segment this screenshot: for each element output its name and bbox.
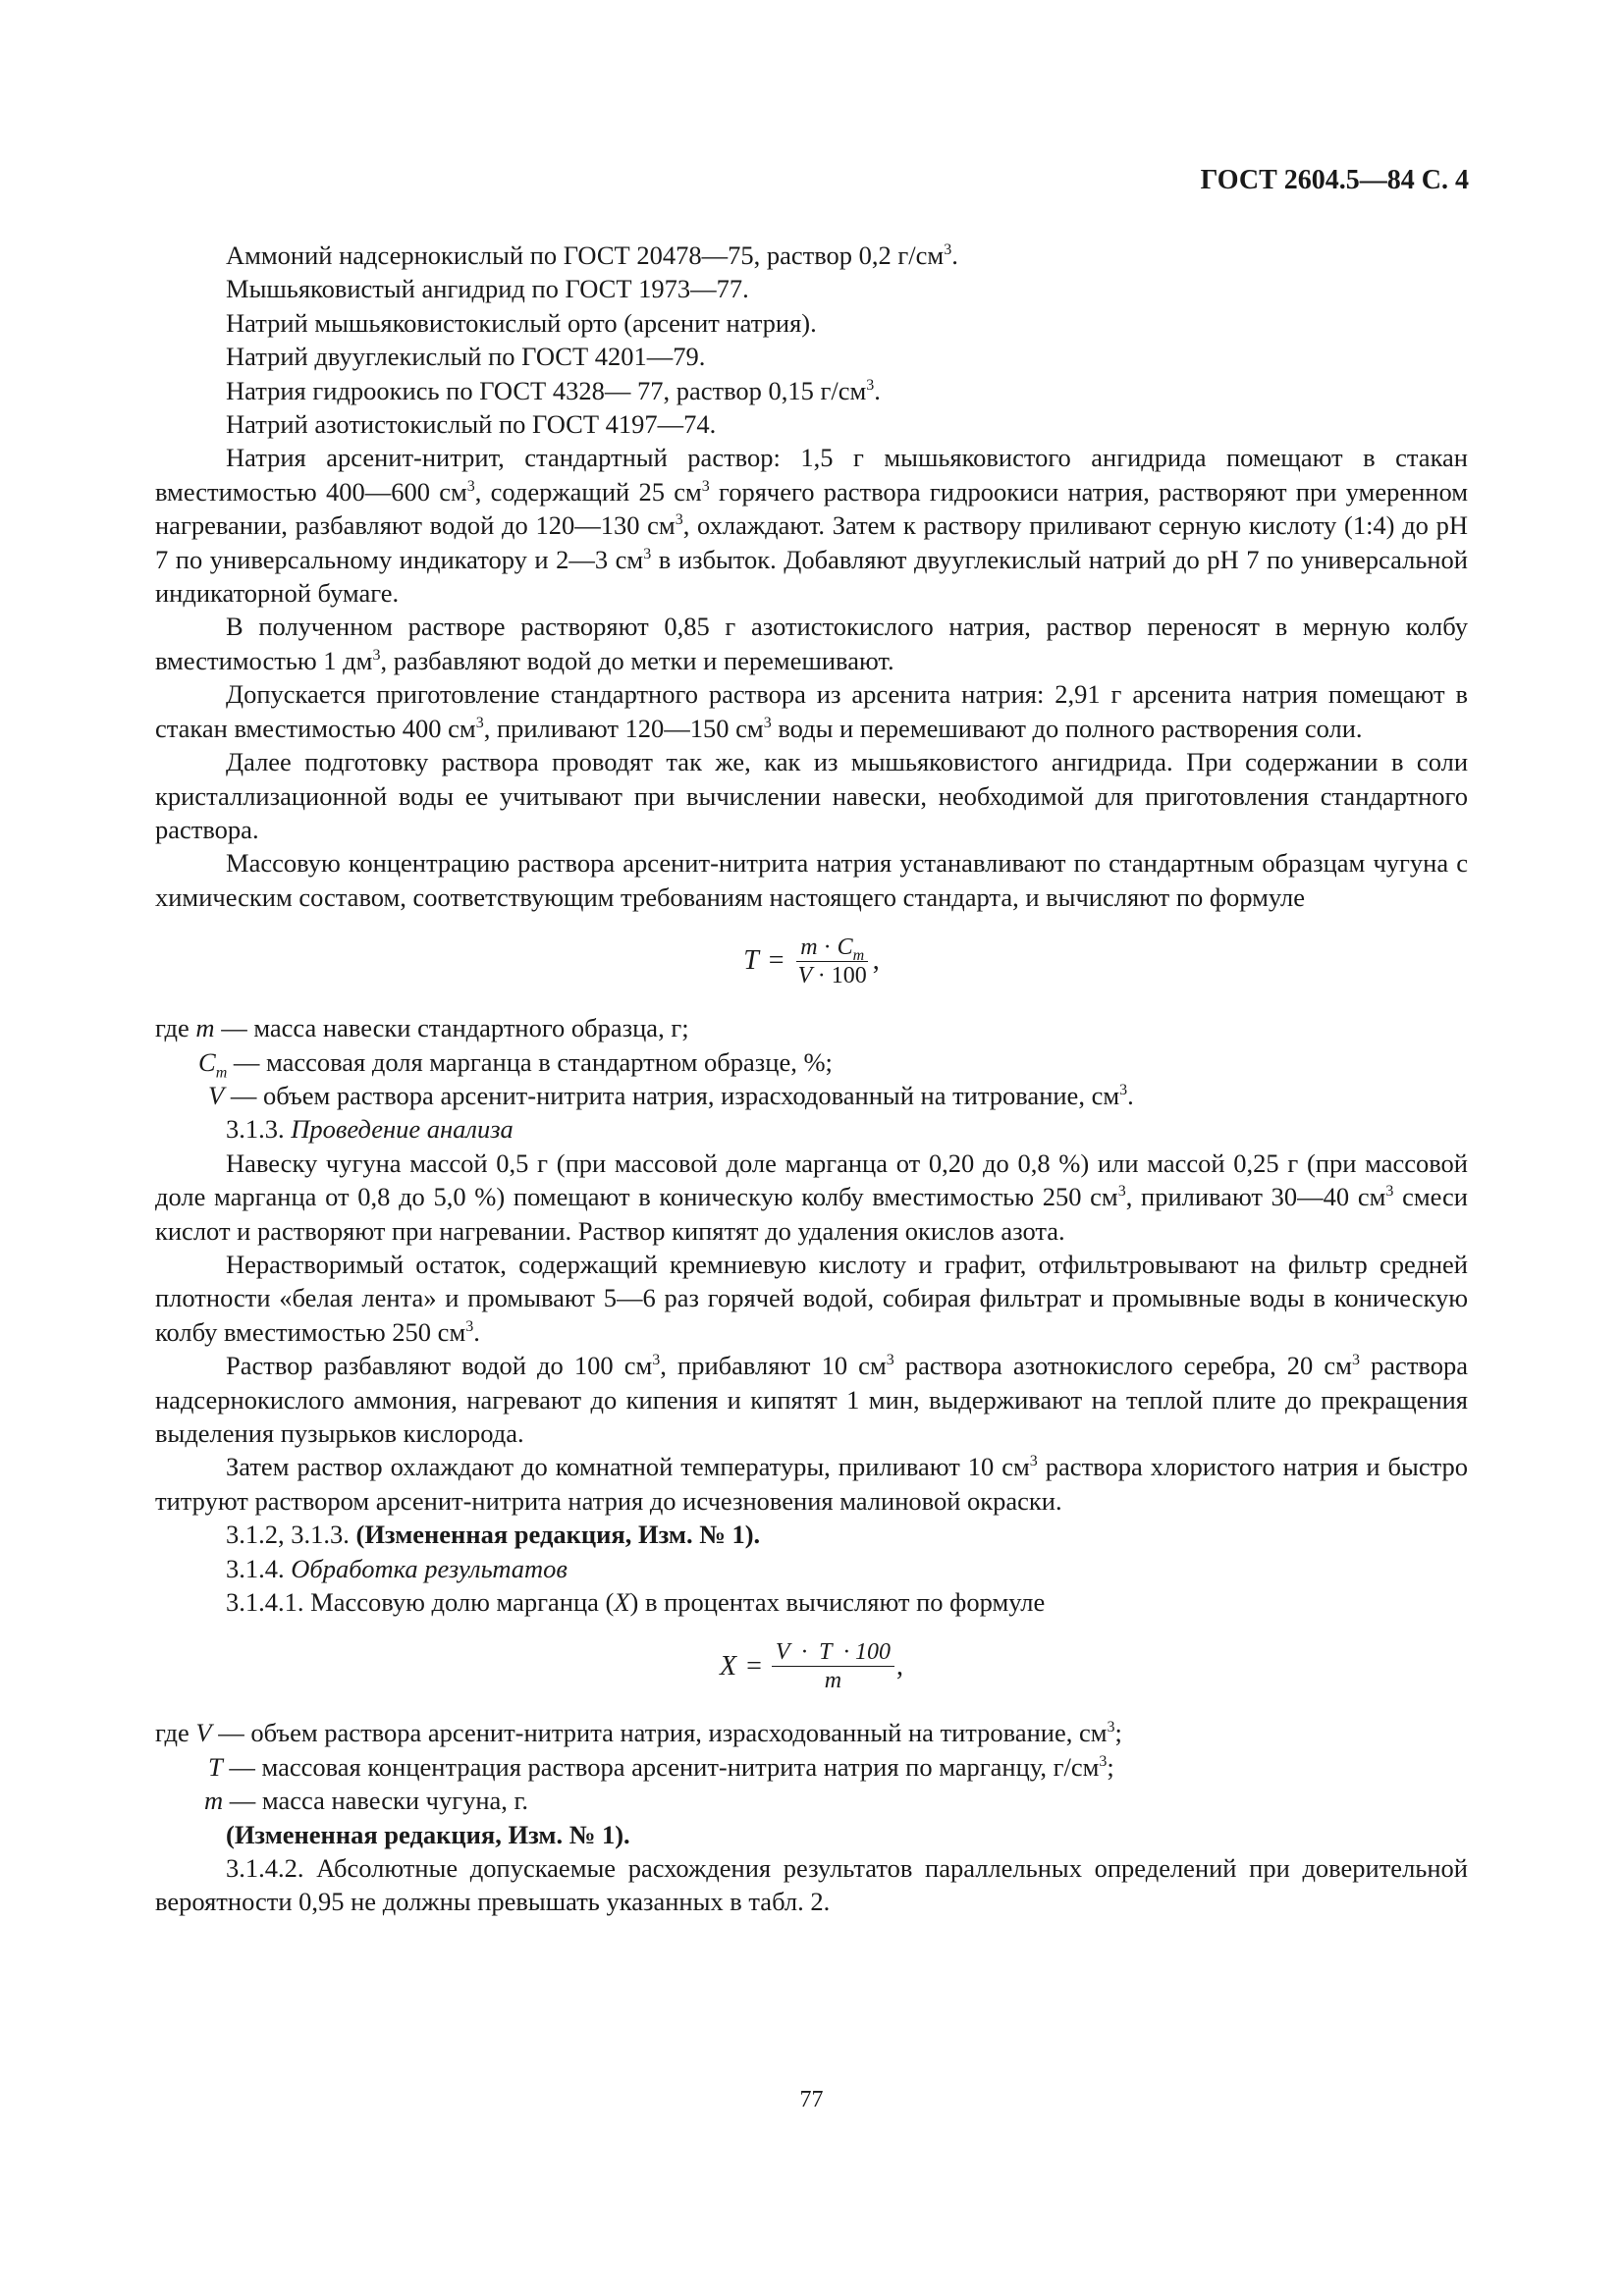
dissolution-paragraph: В полученном растворе растворяют 0,85 г азотистокислого натрия, раствор переносят в мерную колбу вместимостью 1 $дм^3$, разбавляют водой до метки и перемешивают.	[155, 612, 1468, 675]
dilution-paragraph: Раствор разбавляют водой до 100 $см^3$, прибавляют 10 $см^3$ раствора азотнокислого серебра, 20 $см^3$ раствора надсернокислого аммония, нагревают до кипения и кипятят 1 мин, выдерживают на теплой плите до прекращения выделения пузырьков кислорода.	[155, 1351, 1468, 1448]
further-preparation-paragraph: Далее подготовку раствора проводят так же, как из мышьяковистого ангидрида. При содержании в соли кристаллизационной воды ее учитывают при вычислении навески, необходимой для приготовления стандартного раствора.	[155, 747, 1468, 844]
reagent-line: Натрия гидроокись по ГОСТ 4328— 77, раствор 0,15 $г/см^3$.	[226, 375, 881, 405]
where-v: V — объем раствора арсенит-нитрита натрия, израсходованный на титрование, $см^3$.	[208, 1080, 1134, 1110]
edition-note: 3.1.2, 3.1.3. (Измененная редакция, Изм. № 1).	[226, 1520, 761, 1550]
where-m2: m — масса навески чугуна, г.	[204, 1786, 529, 1816]
section-3-1-3-heading: 3.1.3. Проведение анализа	[226, 1114, 514, 1145]
section-3-1-4-heading: 3.1.4. Обработка результатов	[226, 1553, 568, 1583]
reagent-line: Мышьяковистый ангидрид по ГОСТ 1973—77.	[226, 274, 749, 304]
reagent-line: Натрий азотистокислый по ГОСТ 4197—74.	[226, 409, 717, 440]
sample-paragraph: Навеску чугуна массой 0,5 г (при массовой доле марганца от 0,20 до 0,8 %) или массой 0,25 г (при массовой доле марганца от 0,8 до 5,0 %) помещают в коническую колбу вместимостью 250 $см^3$, приливают 30—40 $см^3$ смеси кислот и растворяют при нагревании. Раствор кипятят до удаления окислов азота.	[155, 1148, 1468, 1246]
document-header: ГОСТ 2604.5—84 С. 4	[1200, 165, 1469, 195]
reagent-line: Аммоний надсернокислый по ГОСТ 20478—75, раствор 0,2 $г/см^3$.	[226, 240, 958, 270]
section-3-1-4-2-paragraph: 3.1.4.2. Абсолютные допускаемые расхождения результатов параллельных определений при доверительной вероятности 0,95 не должны превышать указанных в табл. 2.	[155, 1853, 1468, 1917]
alternative-preparation-paragraph: Допускается приготовление стандартного раствора из арсенита натрия: 2,91 г арсенита натрия помещают в стакан вместимостью 400 $см^3$, приливают 120—150 $см^3$ воды и перемешивают до полного растворения соли.	[155, 679, 1468, 743]
reagent-line: Натрий двууглекислый по ГОСТ 4201—79.	[226, 342, 706, 372]
standard-solution-paragraph: Натрия арсенит-нитрит, стандартный раствор: 1,5 г мышьяковистого ангидрида помещают в стакан вместимостью 400—600 $см^3$, содержащий 25 $см^3$ горячего раствора гидроокиси натрия, растворяют при умеренном нагревании, разбавляют водой до 120—130 $см^3$, охлаждают. Затем к раствору приливают серную кислоту (1:4) до pH 7 по универсальному индикатору и 2—3 $см^3$ в избыток. Добавляют двууглекислый натрий до pH 7 по универсальной индикаторной бумаге.	[155, 443, 1469, 609]
section-3-1-4-1-paragraph: 3.1.4.1. Массовую долю марганца (X) в процентах вычисляют по формуле	[226, 1587, 1046, 1618]
page-number: 77	[799, 2087, 824, 2112]
formula-X: X = $\frac{V \cdot T \cdot 100}{m}$ ,	[719, 1639, 904, 1694]
mass-concentration-paragraph: Массовую концентрацию раствора арсенит-нитрита натрия устанавливают по стандартным образцам чугуна с химическим составом, соответствующим требованиям настоящего стандарта, и вычисляют по формуле	[155, 848, 1468, 912]
insoluble-residue-paragraph: Нерастворимый остаток, содержащий кремниевую кислоту и графит, отфильтровывают на фильтр средней плотности «белая лента» и промывают 5—6 раз горячей водой, собирая фильтрат и промывные воды в коническую колбу вместимостью 250 $см^3$.	[155, 1249, 1468, 1347]
where-cm: $C_m$ — массовая доля марганца в стандартном образце, %;	[198, 1046, 833, 1081]
where-t: T — массовая концентрация раствора арсенит-нитрита натрия по марганцу, $г/см^3$;	[208, 1751, 1114, 1782]
cooling-paragraph: Затем раствор охлаждают до комнатной температуры, приливают 10 $см^3$ раствора хлористого натрия и быстро титруют раствором арсенит-нитрита натрия до исчезновения малиновой окраски.	[155, 1452, 1468, 1516]
reagent-line: Натрий мышьяковистокислый орто (арсенит натрия).	[226, 307, 817, 338]
document-body	[155, 239, 1468, 1919]
where-v2: где V — объем раствора арсенит-нитрита натрия, израсходованный на титрование, $см^3$;	[155, 1718, 1122, 1748]
edition-note-2: (Измененная редакция, Изм. № 1).	[226, 1819, 630, 1849]
formula-T: T = $\frac{m \cdot C_m}{V \cdot 100}$ ,	[743, 934, 880, 989]
where-m: где m — масса навески стандартного образца, г;	[155, 1013, 689, 1043]
